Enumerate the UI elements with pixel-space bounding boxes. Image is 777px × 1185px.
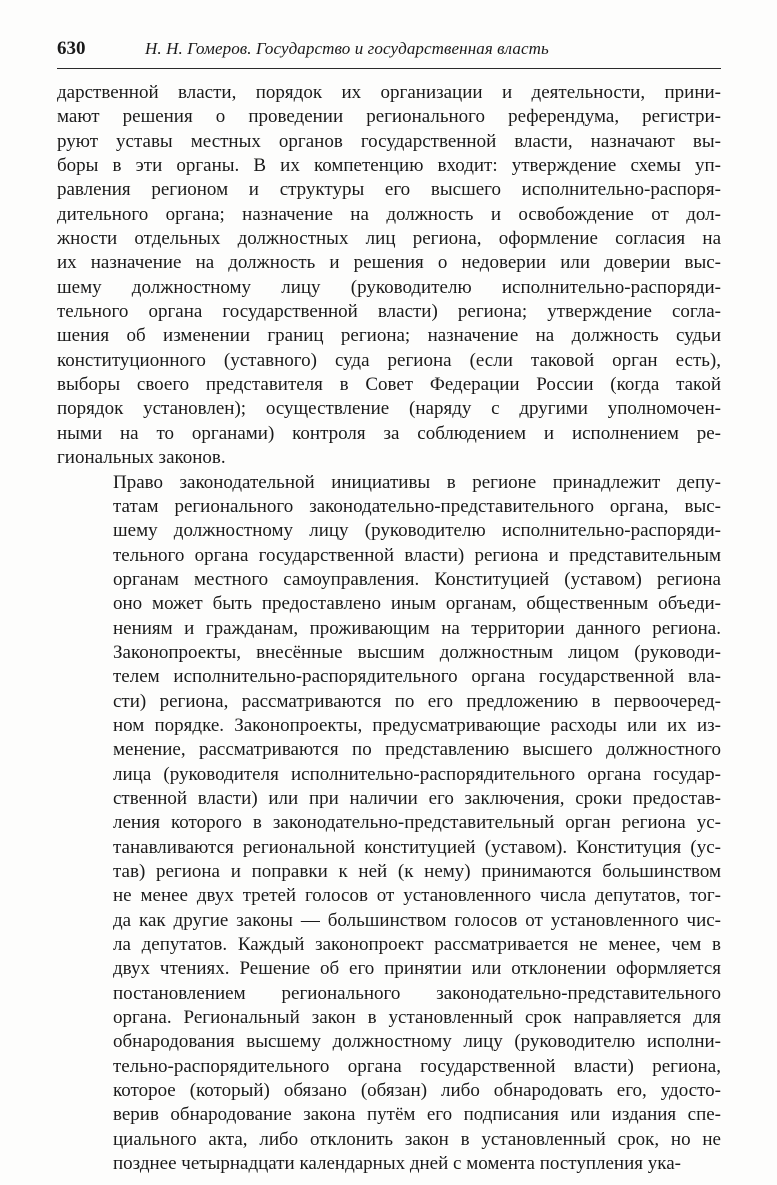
text-line: Законопроекты, внесённые высшим должностным лицом (руководи- [113,641,721,663]
text-line: ными на то органами) контроля за соблюдением и исполнением ре- [57,422,721,444]
text-line: тельно-распорядительного органа государственной власти) региона, [113,1055,721,1077]
text-line: менение, рассматриваются по представлению высшего должностного [113,739,721,761]
text-line: жности отдельных должностных лиц региона, оформление согласия на [57,228,721,250]
text-line: дарственной власти, порядок их организации и деятельности, прини- [57,82,721,103]
text-line: боры в эти органы. В их компетенцию входит: утверждение схемы уп- [57,155,721,177]
text-line: ла депутатов. Каждый законопроект рассматривается не менее, чем в [113,934,721,956]
text-line: нениям и гражданам, проживающим на территории данного региона. [113,617,721,639]
paragraph [57,81,721,471]
text-line: их назначение на должность и решения о недоверии или доверии выс- [57,252,721,274]
text-line: шему должностному лицу (руководителю исполнительно-распоряди- [113,520,721,542]
text-line: органа. Региональный закон в установленный срок направляется для [113,1007,721,1029]
text-line: конституционного (уставного) суда региона (если таковой орган есть), [57,349,721,371]
text-line: позднее четырнадцати календарных дней с момента поступления ука- [113,1153,681,1175]
text-line: ления которого в законодательно-представительный орган региона ус- [113,812,721,834]
text-line: постановлением регионального законодательно-представительного [113,982,721,1004]
text-line: выборы своего представителя в Совет Федерации России (когда такой [57,374,721,396]
text-line: обнародования высшему должностному лицу (руководителю исполни- [113,1031,721,1053]
text-line: да как другие законы — большинством голосов от установленного чис- [113,909,721,931]
text-line: ственной власти) или при наличии его заключения, сроки предостав- [113,787,721,809]
running-header [57,36,721,62]
text-line: порядок установлен); осуществление (наряду с другими уполномочен- [57,398,721,420]
body-text [57,81,721,1176]
text-line: телем исполнительно-распорядительного органа государственной вла- [113,666,721,688]
text-line: циального акта, либо отклонить закон в установленный срок, но не [113,1128,721,1150]
text-line: равления регионом и структуры его высшего исполнительно-распоря- [57,179,721,201]
text-line: шения об изменении границ региона; назначение на должность судьи [57,325,721,347]
text-line: тельного органа государственной власти) региона; утверждение согла- [57,301,721,323]
text-line: танавливаются региональной конституцией (уставом). Конституция (ус- [113,836,721,858]
text-line: гиональных законов. [57,447,226,469]
text-line: шему должностному лицу (руководителю исполнительно-распоряди- [57,276,721,298]
text-line: руют уставы местных органов государственной власти, назначают вы- [57,130,721,152]
paragraph [57,471,721,1177]
text-line: лица (руководителя исполнительно-распорядительного органа государ- [113,763,721,785]
text-line: тав) региона и поправки к ней (к нему) принимаются большинством [113,861,721,882]
text-line: тельного органа государственной власти) региона и представительным [113,544,721,566]
text-line: сти) региона, рассматриваются по его предложению в первоочеред- [113,690,721,712]
text-line: дительного органа; назначение на должность и освобождение от дол- [57,203,721,225]
text-line: двух чтениях. Решение об его принятии или отклонении оформляется [113,958,721,980]
text-line: мают решения о проведении регионального референдума, регистри- [57,106,721,128]
page-number: 630 [57,38,86,59]
text-line: которое (который) обязано (обязан) либо обнародовать его, удосто- [113,1080,721,1102]
header-rule [57,68,721,69]
text-line: ном порядке. Законопроекты, предусматривающие расходы или их из- [113,714,721,736]
text-line: верив обнародование закона путём его подписания или издания спе- [113,1104,721,1126]
text-line: татам регионального законодательно-представительного органа, выс- [113,495,721,517]
text-line: оно может быть предоставлено иным органам, общественным объеди- [113,593,721,615]
running-title: Н. Н. Гомеров. Государство и государственная власть [145,39,549,58]
text-line: органам местного самоуправления. Конституцией (уставом) региона [113,568,721,590]
text-line: не менее двух третей голосов от установленного числа депутатов, тог- [113,885,721,907]
text-line: Право законодательной инициативы в регионе принадлежит депу- [113,471,721,493]
